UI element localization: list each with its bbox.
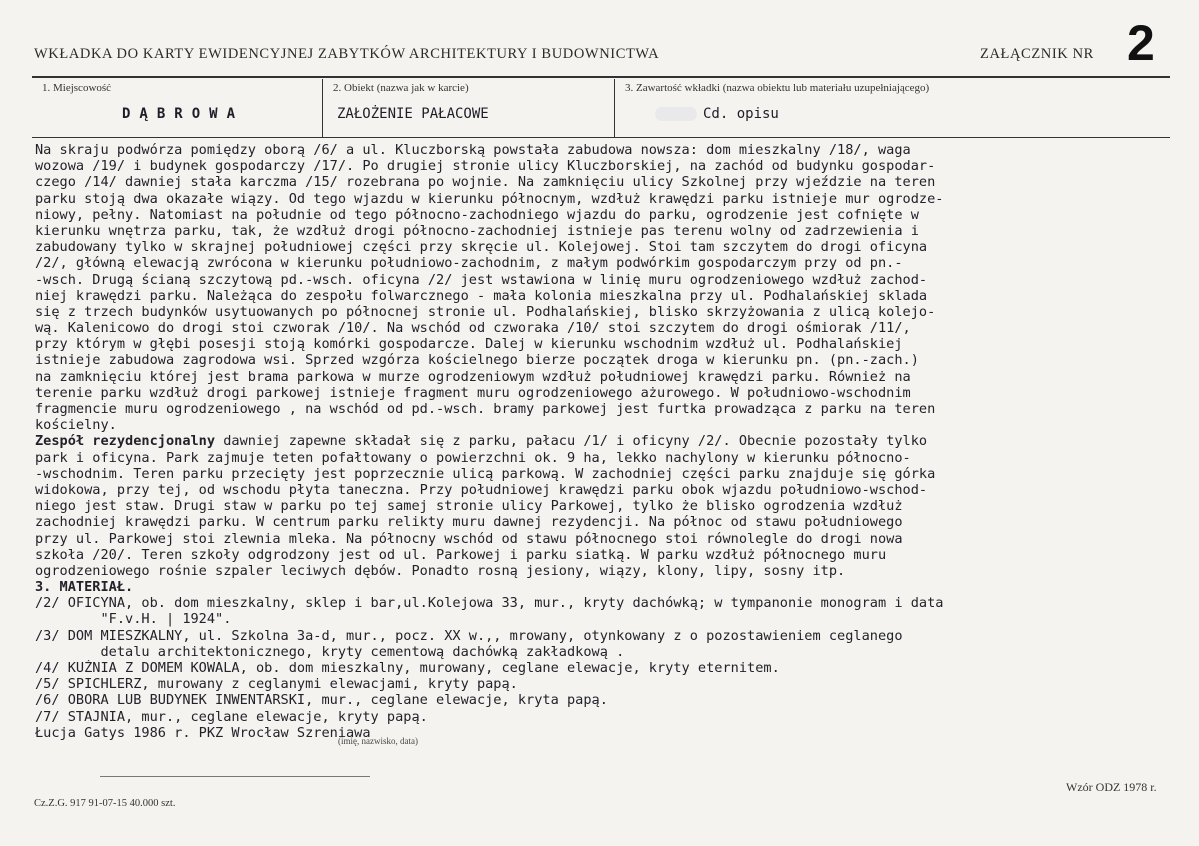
text-line: parku stoją dwa okazałe wiązy. Od tego wjazdu w kierunku północnym, wzdłuż krawędzi parku istnieje mur ogrodze- [35, 190, 944, 207]
field-contents-text: Cd. opisu [703, 106, 779, 122]
section-heading: 3. MATERIAŁ. [35, 579, 134, 596]
text-line: niego jest staw. Drugi staw w parku po tej samej stronie ulicy Parkowej, tylko że blisko ogrodzenia wzdłuż [35, 498, 903, 515]
text-line: wozowa /19/ i budynek gospodarczy /17/. Po drugiej stronie ulicy Kluczborskiej, na zachód od budynku gospodar- [35, 158, 936, 175]
text-line: park i oficyna. Park zajmuje teten pofałtowany o powierzchni ok. 9 ha, lekko nachylony w kierunku północno- [35, 449, 911, 466]
field-contents-label: 3. Zawartość wkładki (nazwa obiektu lub materiału uzupełniającego) [625, 82, 930, 94]
text-line: kościelny. [35, 417, 117, 434]
correction-smudge [655, 107, 697, 121]
text-line: /2/, główną elewacją zwrócona w kierunku południowo-zachodnim, z małym podwórkim gospodarczym przy od pn.- [35, 255, 903, 272]
text-line: /2/ OFICYNA, ob. dom mieszkalny, sklep i bar,ul.Kolejowa 33, mur., kryty dachówką; w tympanonie monogram i data [35, 595, 944, 612]
text-line: przy ul. Parkowej stoi zlewnia mleka. Na północny wschód od stawu północnego stoi równolegle do drogi nowa [35, 530, 903, 547]
field-contents [614, 79, 1171, 137]
text-line: Zespół rezydencjonalny dawniej zapewne składał się z parku, pałacu /1/ i oficyny /2/. Obecnie pozostały tylko [35, 433, 928, 450]
text-line: szkoła /20/. Teren szkoły odgrodzony jest od ul. Parkowej i parku siatką. W parku wzdłuż północnego muru [35, 546, 887, 563]
text-line: fragmencie muru ogrodzeniowego , na wschód od pd.-wsch. bramy parkowej jest furtka prowadząca z parku na teren [35, 401, 936, 417]
print-info: Cz.Z.G. 917 91-07-15 40.000 szt. [34, 798, 176, 809]
text-line: /7/ STAJNIA, mur., ceglane elewacje, kryty papą. [35, 708, 428, 725]
text-line: -wsch. Drugą ścianą szczytową pd.-wsch. oficyna /2/ jest wstawiona w linię muru ogrodzeniowego wzdłuż zachod- [35, 271, 928, 288]
text-line: detalu architektonicznego, kryty cementową dachówką zakładkową . [35, 643, 625, 660]
text-line: Na skraju podwórza pomiędzy oborą /6/ a ul. Kluczborską powstała zabudowa nowsza: dom mieszkalny /18/, waga [35, 142, 911, 158]
field-object-label: 2. Obiekt (nazwa jak w karcie) [333, 82, 469, 94]
text-line: niowy, pełny. Natomiast na południe od tego północno-zachodniego wjazdu do parku, ogrodzenie jest cofnięte w [35, 206, 919, 223]
text-line: Łucja Gatys 1986 r. PKZ Wrocław Szreniawa [35, 724, 371, 741]
field-contents-value [655, 106, 779, 122]
header-fields [32, 79, 1170, 138]
text-line: zachodniej krawędzi parku. W centrum parku relikty muru dawnej rezydencji. Na północ od stawu południowego [35, 514, 903, 531]
text-line: przy którym w głębi posesji stoją komórki gospodarcze. Dalej w kierunku wschodnim wzdłuż ul. Podhalańskiej [35, 336, 903, 353]
text-line: ogrodzeniowego rośnie szpaler leciwych dębów. Ponadto rosną jesiony, wiązy, klony, lipy, sosny itp. [35, 562, 846, 579]
signature-caption: (imię, nazwisko, data) [338, 736, 418, 746]
text-line: /6/ OBORA LUB BUDYNEK INWENTARSKI, mur., ceglane elewacje, kryta papą. [35, 692, 608, 709]
text-line: widokowa, przy tej, od wschodu płyta taneczna. Przy południowej krawędzi parku obok wjazdu południowo-wschod- [35, 481, 928, 498]
top-rule [32, 76, 1170, 78]
text-line: na zamknięciu której jest brama parkowa w murze ogrodzeniowym wzdłuż południowej krawędzi parku. Również na [35, 368, 911, 385]
text-line: -wschodnim. Teren parku przecięty jest poprzecznie ulicą parkową. W zachodniej części parku znajduje się górka [35, 465, 936, 482]
description-text [35, 142, 1165, 741]
text-line: "F.v.H. | 1924". [35, 611, 232, 628]
signature-underline [100, 776, 370, 777]
text-line: czego /14/ dawniej stała karczma /15/ rozebrana po wojnie. Na zamknięciu ulicy Szkolnej przy wjeździe na teren [35, 174, 936, 191]
text-line [35, 579, 1165, 595]
text-line: istnieje zabudowa zagrodowa wsi. Sprzed wzgórza kościelnego bierze początek droga w kierunku pn. (pn.-zach.) [35, 352, 919, 369]
form-model: Wzór ODZ 1978 r. [1066, 780, 1157, 794]
text-line: /5/ SPICHLERZ, murowany z ceglanymi elewacjami, kryty papą. [35, 676, 518, 693]
text-line: wą. Kalenicowo do drogi stoi czworak /10/. Na wschód od czworaka /10/ stoi szczytem do drogi ośmiorak /11/, [35, 320, 911, 337]
text-line: /3/ DOM MIESZKALNY, ul. Szkolna 3a-d, mur., pocz. XX w.,, mrowany, otynkowany z o pozostawieniem ceglanego [35, 627, 903, 644]
field-locality-value: DĄBROWA [122, 106, 245, 122]
attachment-number: 2 [1127, 15, 1155, 71]
attachment-label: ZAŁĄCZNIK NR [980, 46, 1094, 62]
text-line: /4/ KUŹNIA Z DOMEM KOWALA, ob. dom mieszkalny, murowany, ceglane elewacje, kryty eternitem. [35, 660, 780, 676]
text-line: terenie parku wzdłuż drogi parkowej istnieje fragment muru ogrodzeniowego ażurowego. W południowo-wschodnim [35, 384, 911, 401]
form-title: WKŁADKA DO KARTY EWIDENCYJNEJ ZABYTKÓW ARCHITEKTURY I BUDOWNICTWA [34, 46, 660, 62]
section-heading: Zespół rezydencjonalny [35, 433, 216, 450]
text-line: się z trzech budynków usytuowanych po północnej stronie ul. Podhalańskiej, blisko skrzyżowania z ulicą kolejo- [35, 303, 936, 320]
field-locality-label: 1. Miejscowość [42, 82, 112, 94]
field-object-value: ZAŁOŻENIE PAŁACOWE [337, 106, 489, 122]
field-object [322, 79, 613, 137]
field-locality [32, 79, 322, 137]
text-line: niej krawędzi parku. Należąca do zespołu folwarcznego - mała kolonia mieszkalna przy ul. Podhalańskiej sklada [35, 287, 928, 304]
text-line: kierunku wnętrza parku, tak, że wzdłuż drogi północno-zachodniej istnieje pas terenu wolny od zadrzewienia i [35, 222, 919, 239]
text-line: zabudowany tylko w skrajnej południowej części przy skręcie ul. Kolejowej. Stoi tam szczytem do drogi oficyna [35, 239, 928, 256]
